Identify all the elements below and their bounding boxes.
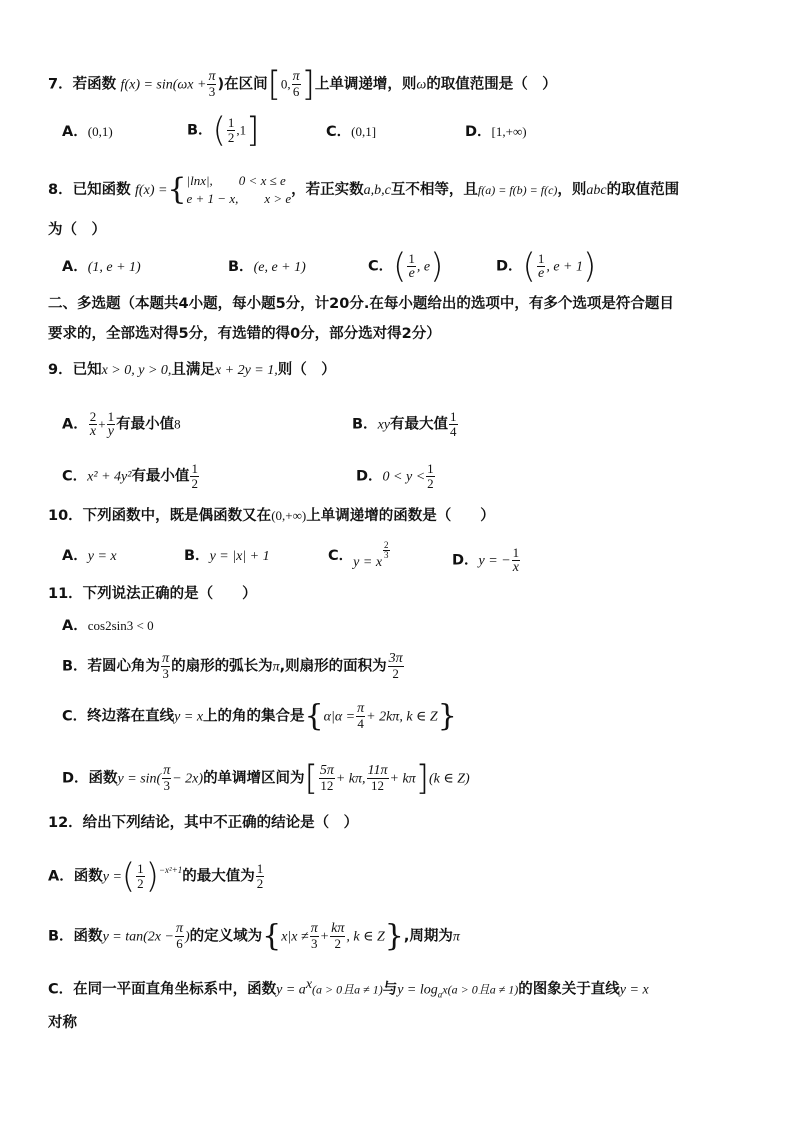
q11-option-d: D．函数y = sin( $\frac{\pi}{3}$ − 2x)的单调增区间为[ $\frac{5\pi}{12}$ + kπ, $\frac{11\pi}{12}$ + kπ](k ∈ Z) xyxy=(62,758,470,799)
q10-option-d: D．y = − $\frac{1}{x}$ xyxy=(452,545,520,575)
section-2-header: 二、多选题（本题共4小题，每小题5分，计20分.在每小题给出的选项中，有多个选项是符合题目 xyxy=(48,296,674,312)
question-12: 12．给出下列结论，其中不正确的结论是（ ） xyxy=(48,815,359,831)
q7-option-c: C．(0,1] xyxy=(326,124,377,140)
q9-option-b: B．xy有最大值 $\frac{1}{4}$ xyxy=(352,409,457,439)
q7-frac-pi-6: $\frac{\pi}{6}$ xyxy=(292,69,300,99)
q10-option-a: A．y = x xyxy=(62,548,117,564)
q7-option-d: D．[1,+∞) xyxy=(465,124,527,140)
q10-option-b: B．y = |x| + 1 xyxy=(184,548,270,564)
q7-frac-pi-3: $\frac{\pi}{3}$ xyxy=(208,69,216,99)
q7-function: f(x) = sin(ωx + xyxy=(120,77,207,93)
q8-option-a: A．(1, e + 1) xyxy=(62,259,141,275)
q8-option-c: C．( $\frac{1}{e}$ , e) xyxy=(368,246,444,287)
q7-option-b: B．( $\frac{1}{2}$ ,1] xyxy=(187,110,260,151)
question-7: 7．若函数 f(x) = sin(ωx + $\frac{\pi}{3}$ )在区间[0, $\frac{\pi}{6}$ ]上单调递增，则ω的取值范围是（ ） xyxy=(48,64,557,105)
q12-option-a: A．函数y =( $\frac{1}{2}$ )$^{-x^2+1}$的最大值为 $\frac{1}{2}$ xyxy=(48,856,264,897)
q8-option-d: D．( $\frac{1}{e}$ , e + 1) xyxy=(496,246,597,287)
question-9: 9．已知x > 0, y > 0,且满足x + 2y = 1,则（ ） xyxy=(48,362,336,378)
q10-option-c: C．y = x $\frac{2}{3}$ xyxy=(328,539,389,570)
q8-piecewise: |lnx|, 0 < x ≤ e e + 1 − x, x > e xyxy=(186,173,292,206)
q8-line2: 为（ ） xyxy=(48,222,106,238)
q9-option-d: D．0 < y < $\frac{1}{2}$ xyxy=(356,461,434,491)
q12-option-b: B．函数y = tan(2x − $\frac{\pi}{6}$ )的定义域为{x|x ≠ $\frac{\pi}{3}$ + $\frac{k\pi}{2}$ , k ∈ Z},周期为π xyxy=(48,918,460,954)
q11-option-b: B．若圆心角为 $\frac{\pi}{3}$ 的扇形的弧长为π,则扇形的面积为 $\frac{3\pi}{2}$ xyxy=(62,651,403,681)
q12-option-c: C．在同一平面直角坐标系中，函数$y = a^x(a > 0$且a ≠ 1)与$y = \log_ax(a > 0$且a ≠ 1)的图象关于直线y = x xyxy=(48,977,649,1000)
q7-option-a: A．(0,1) xyxy=(62,124,113,140)
q12-option-c-line2: 对称 xyxy=(48,1015,77,1031)
section-2-header-line2: 要求的，全部选对得5分，有选错的得0分，部分选对得2分） xyxy=(48,326,441,342)
q9-option-a: A． $\frac{2}{x}$ + $\frac{1}{y}$ 有最小值8 xyxy=(62,409,181,439)
question-11: 11．下列说法正确的是（ ） xyxy=(48,586,257,602)
q8-option-b: B．(e, e + 1) xyxy=(228,259,306,275)
question-10: 10．下列函数中，既是偶函数又在(0,+∞)上单调递增的函数是（ ） xyxy=(48,508,495,524)
q11-option-c: C．终边落在直线y = x上的角的集合是{α|α = $\frac{\pi}{4}$ + 2kπ, k ∈ Z} xyxy=(62,698,457,734)
question-8: 8．已知函数 f(x) ={ |lnx|, 0 < x ≤ e e + 1 − x, x > e ，若正实数a,b,c互不相等，且f(a) = f(b) = f(c)，则abc的取值范围 xyxy=(48,172,680,207)
q11-option-a: A．cos2sin3 < 0 xyxy=(62,618,154,634)
q9-option-c: C．x² + 4y²有最小值 $\frac{1}{2}$ xyxy=(62,461,198,491)
